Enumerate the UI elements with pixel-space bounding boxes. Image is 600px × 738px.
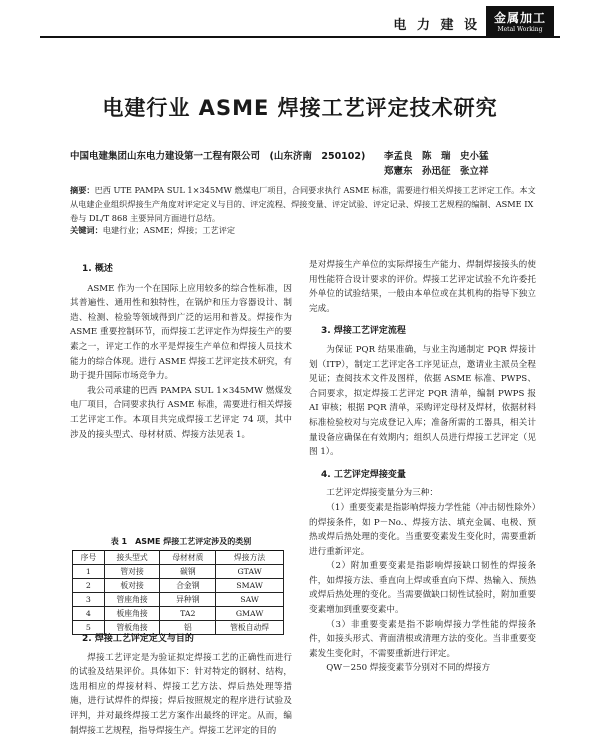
table-cell: 铝: [160, 621, 216, 635]
page-header: [0, 0, 600, 44]
header-rule: [40, 36, 560, 38]
table-cell: SMAW: [216, 579, 284, 593]
table-caption: 表 1 ASME 焊接工艺评定涉及的类别: [110, 537, 252, 546]
table-cell: 管座角接: [104, 593, 160, 607]
section-1-paragraph-2: 我公司承建的巴西 PAMPA SUL 1×345MW 燃煤发电厂项目，合同要求执行 ASME 标准，需要进行相关焊接工艺评定工作。本项目共完成焊接工艺评定 74 项，其中涉及的接头型式、母材材质、焊接方法见表 1。: [70, 385, 292, 440]
abstract-text: 巴西 UTE PAMPA SUL 1×345MW 燃煤电厂项目，合同要求执行 ASME 标准，需要进行相关焊接工艺评定工作。本文从电建企业组织焊接生产角度对评定定义与目的、评定流程、焊接变量、评定试验、评定记录、焊接工艺规程的编制、ASME IX 卷与 DL/T 868 主要异同方面进行总结。: [70, 185, 536, 223]
authors-line-1: 李孟良 陈 瑞 史小猛: [384, 151, 489, 162]
table-cell: 管板角接: [104, 621, 160, 635]
authors-line-2: 郑憲东 孙迅征 张立祥: [384, 166, 489, 177]
section-4-paragraph-4: （3）非重要变素是指不影响焊接力学性能的焊接条件，如接头形式、背面清根或清理方法的变化。当非重要变素发生变化时，不需要重新进行评定。: [309, 619, 536, 659]
section-2-heading: 2. 焊接工艺评定定义与目的: [82, 634, 194, 644]
keywords-text: 电建行业；ASME；焊接；工艺评定: [102, 225, 236, 235]
keywords-label: 关键词：: [70, 225, 103, 235]
keywords: [70, 225, 235, 236]
journal-section-name: 电 力 建 设: [393, 18, 480, 33]
table-cell: 板对接: [104, 579, 160, 593]
affiliation: 中国电建集团山东电力建设第一工程有限公司 (山东济南 250102): [70, 151, 366, 162]
section-1-paragraph-1: ASME 作为一个在国际上应用较多的综合性标准，因其普遍性、通用性和独特性，在锅炉和压力容器设计、制造、检测、检验等领域得到广泛的运用和普及。焊接作为 ASME 重要控制环节，而焊接工艺评定作为焊接生产的要素之一，评定工作的水平是焊接生产单位和焊接人员技术能力的综合体现。进行 ASME 焊接工艺评定技术研究，有助于提升国际市场竞争力。: [70, 283, 292, 382]
categories-table: [72, 550, 284, 635]
section-2-paragraph-1: 焊接工艺评定是为验证拟定焊接工艺的正确性而进行的试验及结果评价。具体如下：针对特定的钢材、结构，选用相应的焊接材料、焊接工艺方法、焊后热处理等措施，进行试焊件的焊接；焊后按照规定的程序进行试验及评判，并对最终焊接工艺方案作出最终的评定。从而，编制焊接工艺规程，指导焊接生产。焊接工艺评定的目的: [70, 652, 292, 736]
table-cell: 4: [73, 607, 105, 621]
table-cell: TA2: [160, 607, 216, 621]
table-cell: 合金钢: [160, 579, 216, 593]
section-1-heading: 1. 概述: [82, 264, 113, 274]
section-3-heading: 3. 焊接工艺评定流程: [321, 326, 406, 337]
table-cell: 5: [73, 621, 105, 635]
table-header-cell: 焊接方法: [216, 551, 284, 565]
table-row: [73, 607, 284, 621]
section-4-heading: 4. 工艺评定焊接变量: [321, 469, 406, 480]
table-row: [73, 565, 284, 579]
logo-main-text: 金属加工: [493, 11, 546, 25]
table-cell: GTAW: [216, 565, 284, 579]
abstract: [70, 183, 540, 225]
table-cell: 管板自动焊: [216, 621, 284, 635]
table-cell: 3: [73, 593, 105, 607]
logo-sub-text: Metal Working: [497, 26, 543, 33]
table-row: [73, 593, 284, 607]
section-3-paragraph-1: 为保证 PQR 结果准确，与业主沟通制定 PQR 焊接计划（ITP），制定工艺评定各工序见证点，邀请业主派员全程见证；查阅技术文件及图样，依据 ASME 标准、PWPS、合同要求，拟定焊接工艺评定 PQR 清单，编制 PWPS 报 AI 审核；根据 PQR 清单，采购评定母材及焊材，依据材料标准检验校对与完成登记入库；准备所需的工器具，相关计量设备应确保在有效期内；组织人员进行焊接工艺评定（见图 1）。: [309, 344, 536, 458]
table-header-row: [73, 551, 284, 565]
table-header-cell: 序号: [73, 551, 105, 565]
table-cell: GMAW: [216, 607, 284, 621]
table-cell: 1: [73, 565, 105, 579]
table-row: [73, 579, 284, 593]
table-header-cell: 母材材质: [160, 551, 216, 565]
table-cell: 碳钢: [160, 565, 216, 579]
abstract-label: 摘要：: [70, 185, 95, 195]
section-2-paragraph-continued: 是对焊接生产单位的实际焊接生产能力、焊制焊接接头的使用性能符合设计要求的评价。焊接工艺评定试验不允许委托外单位的试验结果，一般由本单位或在其机构的指导下独立完成。: [309, 260, 536, 314]
table-header-cell: 接头型式: [104, 551, 160, 565]
section-4-paragraph-5: QW－250 焊接变素节分别对不同的焊接方: [326, 663, 491, 674]
right-column: [309, 258, 536, 718]
section-4-paragraph-1: 工艺评定焊接变量分为三种：: [326, 488, 438, 499]
table-cell: 异种钢: [160, 593, 216, 607]
table-cell: 板座角接: [104, 607, 160, 621]
table-cell: SAW: [216, 593, 284, 607]
journal-logo: [486, 6, 554, 36]
left-column-bottom: [70, 632, 292, 736]
table-cell: 2: [73, 579, 105, 593]
section-4-paragraph-3: （2）附加重要变素是指影响焊接缺口韧性的焊接条件，如焊接方法、垂直向上焊或垂直向下焊、热输入、预热或焊后热处理的变化。当需要做缺口韧性试验时，附加重要变素增加到重要变素中。: [309, 561, 536, 616]
section-4-paragraph-2: （1）重要变素是指影响焊接力学性能（冲击韧性除外）的焊接条件，如 P－No.、焊接方法、填充金属、电极、预热或焊后热处理的变化。当重要变素发生变化时，需要重新进行重新评定。: [309, 502, 536, 557]
paper-title: 电建行业 ASME 焊接工艺评定技术研究: [102, 96, 498, 120]
table-cell: 管对接: [104, 565, 160, 579]
left-column-top: [70, 262, 292, 442]
